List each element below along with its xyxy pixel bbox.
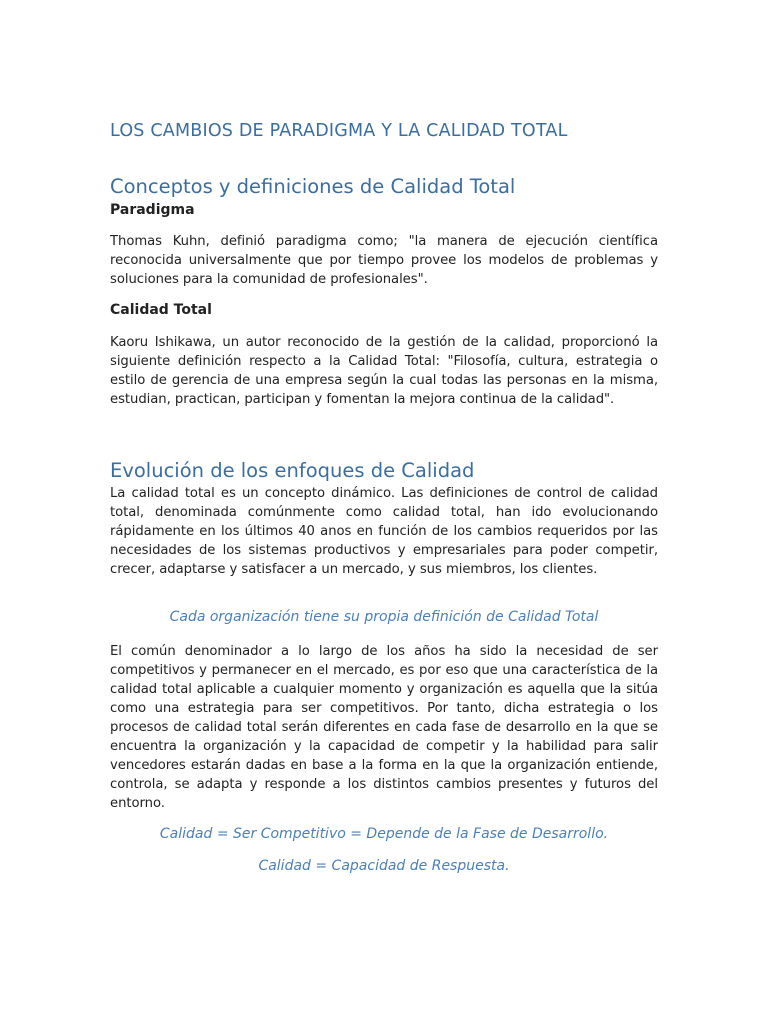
document-title: LOS CAMBIOS DE PARADIGMA Y LA CALIDAD TOTAL bbox=[110, 121, 568, 141]
formula-competitive-block bbox=[110, 825, 658, 844]
paragraph-ishikawa-block bbox=[110, 333, 658, 409]
section-evolution bbox=[110, 458, 658, 484]
subheading-paradigma-block bbox=[110, 200, 658, 220]
paragraph-kuhn-block bbox=[110, 232, 658, 289]
subheading-paradigma: Paradigma bbox=[110, 202, 195, 218]
section-heading-concepts: Conceptos y definiciones de Calidad Total bbox=[110, 175, 516, 198]
paragraph-common-denominator: El común denominador a lo largo de los años ha sido la necesidad de ser competitivos y permanecer en el mercado, es por eso que una característica de la calidad total aplicable a cualquier momento y organización es aquella que la sitúa como una estrategia para ser competitivos. Por tanto, dicha estrategia o los procesos de calidad total serán diferentes en cada fase de desarrollo en la que se encuentra la organización y la capacidad de competir y la habilidad para salir vencedores estarán dadas en base a la forma en la que la organización entiende, controla, se adapta y responde a los distintos cambios presentes y futuros del entorno. bbox=[110, 644, 658, 811]
paragraph-kuhn: Thomas Kuhn, definió paradigma como; "la manera de ejecución científica reconocida universalmente que por tiempo provee los modelos de problemas y soluciones para la comunidad de profesionales". bbox=[110, 234, 658, 287]
formula-response-block bbox=[110, 857, 658, 876]
paragraph-evolution-block bbox=[110, 484, 658, 579]
paragraph-ishikawa: Kaoru Ishikawa, un autor reconocido de la gestión de la calidad, proporcionó la siguiente definición respecto a la Calidad Total: "Filosofía, cultura, estrategia o estilo de gerencia de una empresa según la cual todas las personas en la misma, estudian, practican, participan y fomentan la mejora continua de la calidad". bbox=[110, 335, 658, 407]
highlight-definition: Cada organización tiene su propia definición de Calidad Total bbox=[169, 609, 599, 625]
formula-response: Calidad = Capacidad de Respuesta. bbox=[258, 858, 510, 874]
highlight-definition-block bbox=[110, 608, 658, 627]
section-concepts bbox=[110, 174, 658, 200]
formula-competitive: Calidad = Ser Competitivo = Depende de la Fase de Desarrollo. bbox=[159, 826, 609, 842]
subheading-calidad-total-block bbox=[110, 300, 658, 320]
subheading-calidad-total: Calidad Total bbox=[110, 302, 212, 318]
section-heading-evolution: Evolución de los enfoques de Calidad bbox=[110, 459, 475, 482]
paragraph-common-denominator-block bbox=[110, 642, 658, 813]
paragraph-evolution: La calidad total es un concepto dinámico. Las definiciones de control de calidad total, denominada comúnmente como calidad total, han ido evolucionando rápidamente en los últimos 40 anos en función de los cambios requeridos por las necesidades de los sistemas productivos y empresariales para poder competir, crecer, adaptarse y satisfacer a un mercado, y sus miembros, los clientes. bbox=[110, 486, 658, 577]
